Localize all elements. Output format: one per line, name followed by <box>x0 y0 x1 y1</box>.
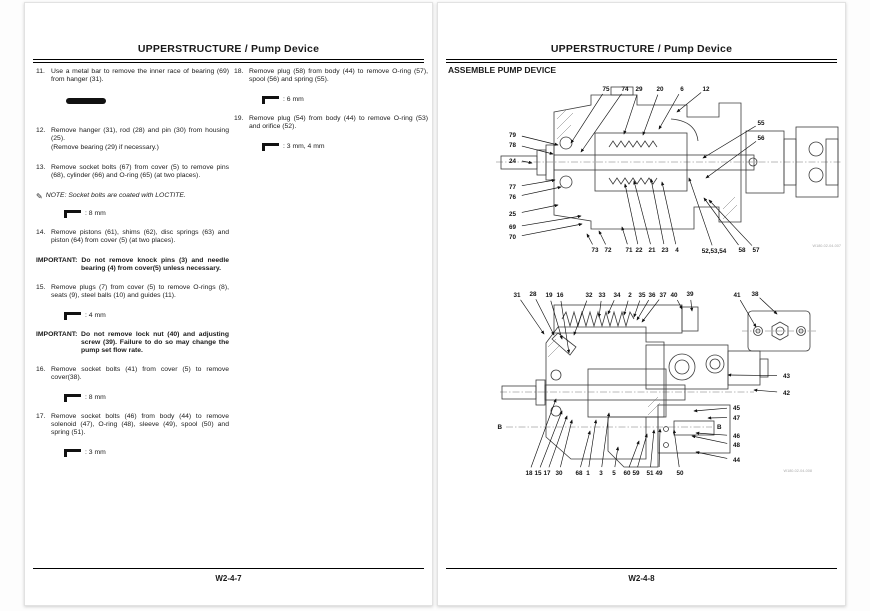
callout-arrow <box>608 300 614 314</box>
pump-cross-section-figure-top <box>491 79 847 259</box>
callout-number: 23 <box>661 247 669 254</box>
callout-number: 44 <box>733 457 741 464</box>
callout-number: 75 <box>602 86 610 93</box>
callout-number: 42 <box>783 390 791 397</box>
callout-number: 28 <box>529 291 537 298</box>
figure-code: W180-02-04-008 <box>783 469 812 473</box>
callout-arrow <box>624 95 637 134</box>
callout-arrow <box>522 224 582 236</box>
callout-number: 3 <box>599 470 603 477</box>
callout-number: 36 <box>648 292 656 299</box>
callout-number: 70 <box>508 234 516 241</box>
callout-number: 50 <box>676 470 684 477</box>
instructions-column-2 <box>234 68 428 162</box>
callout-arrow <box>760 298 777 314</box>
note-line <box>36 192 229 200</box>
callout-number: 19 <box>545 292 553 299</box>
instruction-step <box>36 164 229 181</box>
step-number: 12. <box>36 127 46 134</box>
callout-arrow <box>625 184 638 244</box>
section-title: ASSEMBLE PUMP DEVICE <box>448 65 557 75</box>
hex-wrench-icon <box>262 143 279 151</box>
callout-number: 46 <box>733 433 741 440</box>
callout-number: 73 <box>591 247 599 254</box>
tool-size-line <box>64 210 229 218</box>
callout-arrow <box>571 94 603 143</box>
instruction-step <box>234 115 428 132</box>
step-number: 15. <box>36 284 46 291</box>
callout-number: 51 <box>646 470 654 477</box>
step-number: 13. <box>36 164 46 171</box>
callout-arrow <box>580 431 590 467</box>
step-number: 16. <box>36 366 46 373</box>
important-notice: IMPORTANT: Do not remove knock pins (3) and needle bearing (4) from cover(5) unless necessary. <box>36 257 229 272</box>
callout-number: 6 <box>680 86 684 93</box>
tool-size-line <box>262 96 428 104</box>
callout-arrow <box>692 436 727 443</box>
callout-arrow <box>622 227 627 244</box>
page-number: W2-4-8 <box>628 574 655 583</box>
callout-number: 41 <box>733 292 741 299</box>
callout-number: 52,53,54 <box>701 248 727 255</box>
callout-number: 59 <box>632 470 640 477</box>
callout-arrow <box>522 205 558 212</box>
callout-arrow <box>522 187 561 195</box>
step-number: 19. <box>234 115 244 122</box>
callout-number: 18 <box>525 470 533 477</box>
pencil-icon: ✎ <box>36 191 43 201</box>
callout-number: 30 <box>555 470 563 477</box>
callout-number: 25 <box>508 211 516 218</box>
hex-wrench-icon <box>64 394 81 402</box>
callout-arrow <box>522 180 555 186</box>
callout-arrow <box>522 146 553 154</box>
callout-arrow <box>651 430 654 467</box>
metal-bar-icon <box>66 98 106 104</box>
callout-arrow <box>674 430 679 467</box>
hex-wrench-icon <box>64 312 81 320</box>
callout-arrow <box>706 141 756 178</box>
footer-rule <box>446 568 837 569</box>
callout-number: B <box>717 424 722 431</box>
callout-number: 12 <box>702 86 710 93</box>
step-text: Remove plug (54) from body (44) to remove O-ring (53) and orifice (52). <box>249 115 428 130</box>
callout-number: 15 <box>534 470 542 477</box>
instruction-step <box>36 229 229 246</box>
step-text: Remove hanger (31), rod (28) and pin (30) from housing (25). <box>51 127 229 142</box>
callout-number: 31 <box>513 292 521 299</box>
callout-arrow <box>615 447 618 467</box>
callout-arrow <box>599 301 601 317</box>
page-header: UPPERSTRUCTURE / Pump Device <box>137 43 320 55</box>
callout-number: 71 <box>625 247 633 254</box>
callout-arrow <box>587 234 593 245</box>
callout-arrow <box>704 198 739 245</box>
callout-arrow <box>689 178 712 245</box>
instruction-step <box>36 413 229 438</box>
callout-number: 48 <box>733 442 741 449</box>
tool-size-text: : 8 mm <box>85 394 106 401</box>
callout-arrow <box>709 200 752 246</box>
callout-number: 4 <box>675 247 679 254</box>
callout-arrow <box>599 231 606 244</box>
callout-number: 5 <box>612 470 616 477</box>
callout-arrow <box>643 95 658 135</box>
instruction-step <box>36 127 229 153</box>
tool-size-line <box>262 143 428 151</box>
callout-number: 49 <box>655 470 663 477</box>
step-text: Remove socket bolts (67) from cover (5) to remove pins (68), cylinder (66) and O-ring (65) (at two places). <box>51 164 229 179</box>
hex-wrench-icon <box>262 96 279 104</box>
callout-number: 45 <box>733 405 741 412</box>
callout-arrow <box>694 408 727 411</box>
callout-arrow <box>634 181 651 244</box>
callout-number: 69 <box>508 224 516 231</box>
callout-arrow <box>659 94 679 129</box>
callout-arrow <box>677 93 701 112</box>
callout-number: 72 <box>604 247 612 254</box>
tool-size-text: : 3 mm <box>85 449 106 456</box>
callout-number: 58 <box>738 247 746 254</box>
step-text: (Remove bearing (29) if necessary.) <box>51 144 159 151</box>
step-number: 14. <box>36 229 46 236</box>
callout-number: 34 <box>613 292 621 299</box>
callout-number: 29 <box>635 86 643 93</box>
step-text: Remove plug (58) from body (44) to remove O-ring (57), spool (56) and spring (55). <box>249 68 428 83</box>
callout-arrow <box>629 441 639 467</box>
callout-number: 20 <box>656 86 664 93</box>
callout-number: 22 <box>635 247 643 254</box>
instruction-step <box>36 366 229 383</box>
instruction-step <box>234 68 428 85</box>
callout-arrow <box>659 429 660 467</box>
callout-number: 38 <box>751 291 759 298</box>
callout-number: 76 <box>508 194 516 201</box>
page-number: W2-4-7 <box>215 574 242 583</box>
note-text: NOTE: Socket bolts are coated with LOCTITE. <box>45 192 186 199</box>
step-text: Remove socket bolts (41) from cover (5) to remove cover(38). <box>51 366 229 381</box>
callout-number: B <box>497 424 502 431</box>
callout-arrow <box>728 375 777 376</box>
step-number: 18. <box>234 68 244 75</box>
pump-cross-section-figure-bottom <box>496 287 816 482</box>
callout-number: 17 <box>543 470 551 477</box>
callout-number: 35 <box>638 292 646 299</box>
callout-number: 21 <box>648 247 656 254</box>
figure-code: W180-02-04-007 <box>812 244 841 248</box>
callout-number: 77 <box>508 184 516 191</box>
tool-size-line <box>64 312 229 320</box>
important-notice: IMPORTANT: Do not remove lock nut (40) and adjusting screw (39). Failure to do so may change the pump set flow rate. <box>36 331 229 354</box>
header-rule <box>446 59 837 63</box>
callout-number: 47 <box>733 415 741 422</box>
instruction-step <box>36 68 229 85</box>
callout-number: 60 <box>623 470 631 477</box>
callout-arrow <box>677 300 682 309</box>
page-right <box>437 2 846 606</box>
callout-arrow <box>589 420 596 467</box>
callout-arrow <box>536 299 554 335</box>
callout-arrow <box>624 301 628 315</box>
callout-number: 24 <box>508 158 516 165</box>
callout-arrow <box>754 390 777 392</box>
step-number: 11. <box>36 68 45 75</box>
step-text: Use a metal bar to remove the inner race of bearing (69) from hanger (31). <box>51 68 229 83</box>
callout-number: 55 <box>757 120 765 127</box>
callout-arrow <box>581 94 621 152</box>
callout-number: 2 <box>628 292 632 299</box>
callout-arrow <box>703 126 756 158</box>
instruction-step <box>36 284 229 301</box>
callout-number: 40 <box>670 292 678 299</box>
callout-number: 37 <box>659 292 667 299</box>
metal-bar-illustration <box>36 96 229 116</box>
instructions-column-1 <box>36 68 229 468</box>
callout-arrow <box>642 300 659 322</box>
callout-number: 68 <box>575 470 583 477</box>
tool-size-text: : 6 mm <box>283 96 304 103</box>
hex-wrench-icon <box>64 449 81 457</box>
callout-number: 32 <box>585 292 593 299</box>
step-text: Remove plugs (7) from cover (5) to remove O-rings (8), seats (9), steel balls (10) and guides (11). <box>51 284 229 299</box>
callout-number: 57 <box>752 247 760 254</box>
step-number: 17. <box>36 413 46 420</box>
callout-arrow <box>651 179 664 244</box>
callout-number: 56 <box>757 135 765 142</box>
footer-rule <box>33 568 424 569</box>
page-left <box>24 2 433 606</box>
callout-arrow <box>521 300 544 334</box>
step-text: Remove socket bolts (46) from body (44) to remove solenoid (47), O-ring (48), sleeve (49), spool (50) and spring (51). <box>51 413 229 436</box>
tool-size-text: : 3 mm, 4 mm <box>283 143 325 150</box>
callout-arrow <box>638 434 647 467</box>
page-header: UPPERSTRUCTURE / Pump Device <box>550 43 733 55</box>
step-text: Remove pistons (61), shims (62), disc springs (63) and piston (64) from cover (5) (at two places). <box>51 229 229 244</box>
callout-number: 16 <box>556 292 564 299</box>
hex-wrench-icon <box>64 210 81 218</box>
callout-arrow <box>634 301 640 317</box>
tool-size-line <box>64 394 229 402</box>
callout-number: 79 <box>508 132 516 139</box>
callout-arrow <box>522 216 581 226</box>
header-rule <box>33 59 424 63</box>
callout-arrow <box>691 300 692 311</box>
callout-number: 1 <box>586 470 590 477</box>
callout-number: 33 <box>598 292 606 299</box>
tool-size-text: : 4 mm <box>85 312 106 319</box>
callout-number: 74 <box>621 86 629 93</box>
callout-number: 78 <box>508 142 516 149</box>
tool-size-line <box>64 449 229 457</box>
callout-arrow <box>522 136 558 145</box>
callout-number: 43 <box>783 373 791 380</box>
tool-size-text: : 8 mm <box>85 210 106 217</box>
callout-number: 39 <box>686 291 694 298</box>
